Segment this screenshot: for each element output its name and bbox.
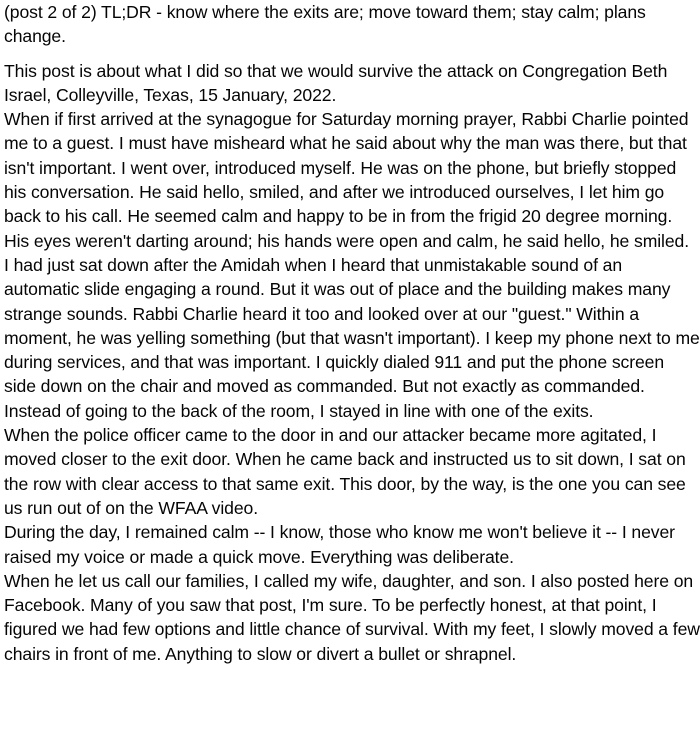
post-paragraph: When he let us call our families, I called my wife, daughter, and son. I also posted here on Facebook. Many of you saw that post, I'm sure. To be perfectly honest, at that point, I figured we had few options and little chance of survival. With my feet, I slowly moved a few chairs in front of me. Anything to slow or divert a bullet or shrapnel. (4, 570, 700, 664)
post-paragraph: This post is about what I did so that we would survive the attack on Congregation Beth Israel, Colleyville, Texas, 15 January, 2022. (4, 60, 668, 105)
post-paragraph: When if first arrived at the synagogue for Saturday morning prayer, Rabbi Charlie pointed me to a guest. I must have misheard what he said about why the man was there, but that isn't important. I went over, introduced myself. He was on the phone, but briefly stopped his conversation. He said hello, smiled, and after we introduced ourselves, I let him go back to his call. He seemed calm and happy to be in from the frigid 20 degree morning. His eyes weren't darting around; his hands were open and calm, he said hello, he smiled. (4, 109, 690, 251)
post-intro: (post 2 of 2) TL;DR - know where the exits are; move toward them; stay calm; plans change. (4, 2, 646, 47)
post-paragraph: I had just sat down after the Amidah when I heard that unmistakable sound of an automatic slide engaging a round. But it was out of place and the building makes many strange sounds. Rabbi Charlie heard it too and looked over at our "guest." Within a moment, he was yelling something (but that wasn't important). I keep my phone next to me during services, and that was important. I quickly dialed 911 and put the phone screen side down on the chair and moved as commanded. But not exactly as commanded. Instead of going to the back of the room, I stayed in line with one of the exits. (4, 254, 700, 421)
post-paragraph: When the police officer came to the door in and our attacker became more agitated, I moved closer to the exit door. When he came back and instructed us to sit down, I sat on the row with clear access to that same exit. This door, by the way, is the one you can see us run out of on the WFAA video. (4, 425, 686, 518)
post-paragraph: During the day, I remained calm -- I know, those who know me won't believe it -- I never raised my voice or made a quick move. Everything was deliberate. (4, 522, 675, 567)
